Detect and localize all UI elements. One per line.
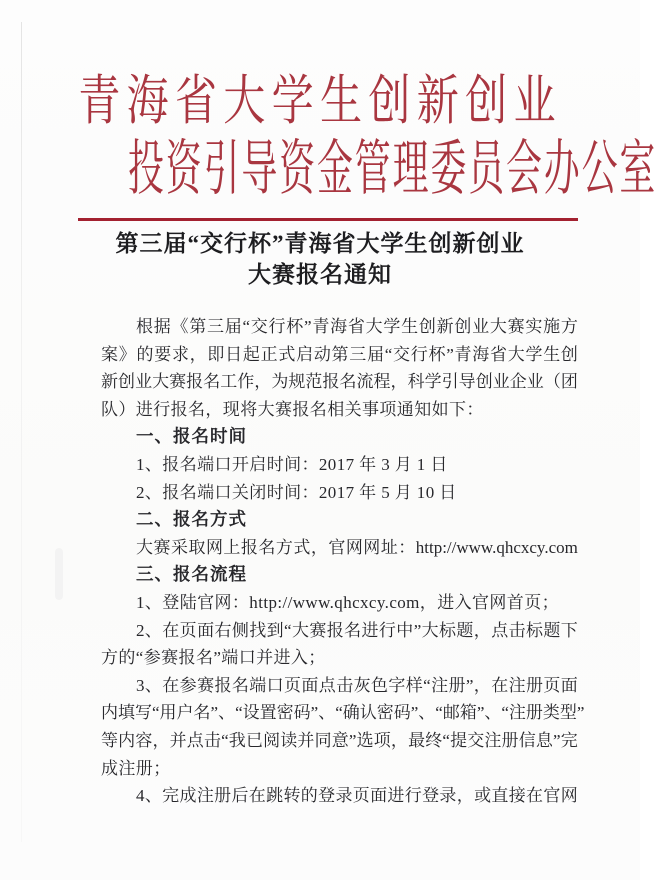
notice-body [101, 313, 585, 810]
body-line: 大 赛 采 取 网 上 报 名 方 式 ， 官 网 网 址 ： http://www.qhcxcy.com [136, 537, 578, 557]
body-line: 1、报名端口开启时间：2017 年 3 月 1 日 [136, 454, 448, 474]
scan-smudge-artifact [55, 548, 63, 600]
body-line: 三、报名流程 [136, 564, 247, 585]
letterhead-line-1: 青海省大学生创新创业 [78, 71, 562, 131]
document-title-line-2: 大赛报名通知 [248, 262, 392, 287]
body-line: 等 内 容 ， 并 点 击 “ 我 已 阅 读 并 同 意 ” 选 项 ， 最 终 “ 提 交 注 册 信 息 ” 完 [101, 730, 578, 750]
body-line: 二、报名方式 [136, 509, 247, 530]
body-line: 新 创 业 大 赛 报 名 工 作 ， 为 规 范 报 名 流 程 ， 科 学 引 导 创 业 企 业 （ 团 [101, 372, 578, 392]
body-line: 成注册； [101, 758, 171, 778]
body-line: 内 填 写 “ 用 户 名 ” 、 “ 设 置 密 码 ” 、 “ 确 认 密 码 ” 、 “ 邮 箱 ” 、 “ 注 册 类 型 ” [101, 703, 585, 723]
body-line: 4 、 完 成 注 册 后 在 跳 转 的 登 录 页 面 进 行 登 录 ， 或 直 接 在 官 网 [136, 786, 578, 806]
body-line: 一、报名时间 [136, 426, 247, 447]
body-line: 1、登陆官网：http://www.qhcxcy.com，进入官网首页； [136, 592, 559, 612]
scan-page-edge-artifact [21, 22, 22, 842]
red-divider-rule [78, 218, 578, 221]
body-line: 方的“参赛报名”端口并进入； [101, 648, 326, 668]
body-line: 2、报名端口关闭时间：2017 年 5 月 10 日 [136, 482, 457, 502]
body-line: 2 、 在 页 面 右 侧 找 到 “ 大 赛 报 名 进 行 中 ” 大 标 题 ， 点 击 标 题 下 [136, 620, 578, 640]
body-line: 案 》 的 要 求 ， 即 日 起 正 式 启 动 第 三 届 “ 交 行 杯 ” 青 海 省 大 学 生 创 [101, 344, 578, 364]
document-title-line-1: 第三届“交行杯”青海省大学生创新创业 [115, 231, 525, 256]
body-line: 3 、 在 参 赛 报 名 端 口 页 面 点 击 灰 色 字 样 “ 注 册 ” ， 在 注 册 页 面 [136, 675, 578, 695]
body-line: 队）进行报名，现将大赛报名相关事项通知如下： [101, 399, 484, 419]
body-line: 根 据 《 第 三 届 “ 交 行 杯 ” 青 海 省 大 学 生 创 新 创 业 大 赛 实 施 方 [136, 317, 578, 336]
document-title [0, 228, 640, 290]
letterhead-line-2: 投资引导资金管理委员会办公室 [128, 136, 657, 202]
